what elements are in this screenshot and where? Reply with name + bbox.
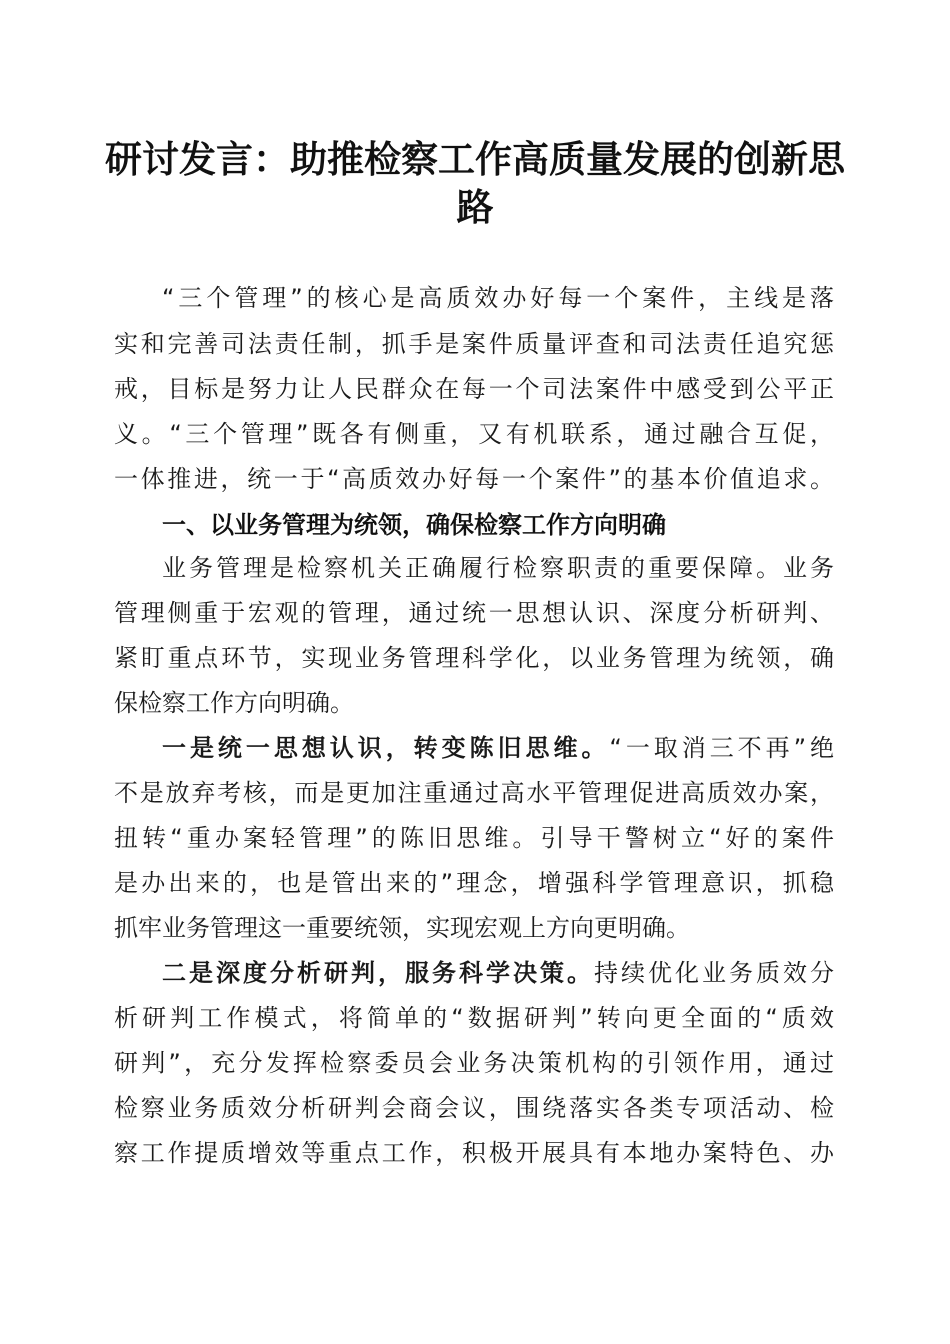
point2-line: 察工作提质增效等重点工作，积极开展具有本地办案特色、办 xyxy=(114,1139,834,1167)
point2-rest: 持续优化业务质效分 xyxy=(594,959,834,987)
point1-line: 不是放弃考核，而是更加注重通过高水平管理促进高质效办案， xyxy=(114,779,834,807)
point1-line: 是办出来的，也是管出来的”理念，增强科学管理意识，抓稳 xyxy=(114,869,834,897)
intro-line: 戒，目标是努力让人民群众在每一个司法案件中感受到公平正 xyxy=(114,375,834,403)
point1-rest: “一取消三不再”绝 xyxy=(609,734,834,762)
point2-first-line xyxy=(162,953,834,993)
section1-line: 业务管理是检察机关正确履行检察职责的重要保障。业务 xyxy=(162,554,834,582)
point1-line: 抓牢业务管理这一重要统领，实现宏观上方向更明确。 xyxy=(114,914,690,942)
point2-line: 研判”，充分发挥检察委员会业务决策机构的引领作用，通过 xyxy=(114,1049,834,1077)
section-heading-1: 一、以业务管理为统领，确保检察工作方向明确 xyxy=(162,511,666,539)
point1-first-line xyxy=(162,728,834,768)
section1-line: 紧盯重点环节，实现业务管理科学化，以业务管理为统领，确 xyxy=(114,644,834,672)
section1-line: 管理侧重于宏观的管理，通过统一思想认识、深度分析研判、 xyxy=(114,599,834,627)
point1-line: 扭转“重办案轻管理”的陈旧思维。引导干警树立“好的案件 xyxy=(114,824,834,852)
section1-line: 保检察工作方向明确。 xyxy=(114,689,354,717)
intro-line: 实和完善司法责任制，抓手是案件质量评查和司法责任追究惩 xyxy=(114,330,834,358)
document-title-line-2: 路 xyxy=(456,185,494,229)
point2-line: 析研判工作模式，将简单的“数据研判”转向更全面的“质效 xyxy=(114,1004,834,1032)
point2-line: 检察业务质效分析研判会商会议，围绕落实各类专项活动、检 xyxy=(114,1094,834,1122)
intro-line: 一体推进，统一于“高质效办好每一个案件”的基本价值追求。 xyxy=(114,465,834,493)
point2-lead: 二是深度分析研判，服务科学决策。 xyxy=(162,959,594,987)
document-title-line-1: 研讨发言：助推检察工作高质量发展的创新思 xyxy=(105,137,845,181)
intro-line: “三个管理”的核心是高质效办好每一个案件，主线是落 xyxy=(162,284,834,312)
point1-lead: 一是统一思想认识，转变陈旧思维。 xyxy=(162,734,610,762)
intro-line: 义。“三个管理”既各有侧重，又有机联系，通过融合互促， xyxy=(114,420,834,448)
